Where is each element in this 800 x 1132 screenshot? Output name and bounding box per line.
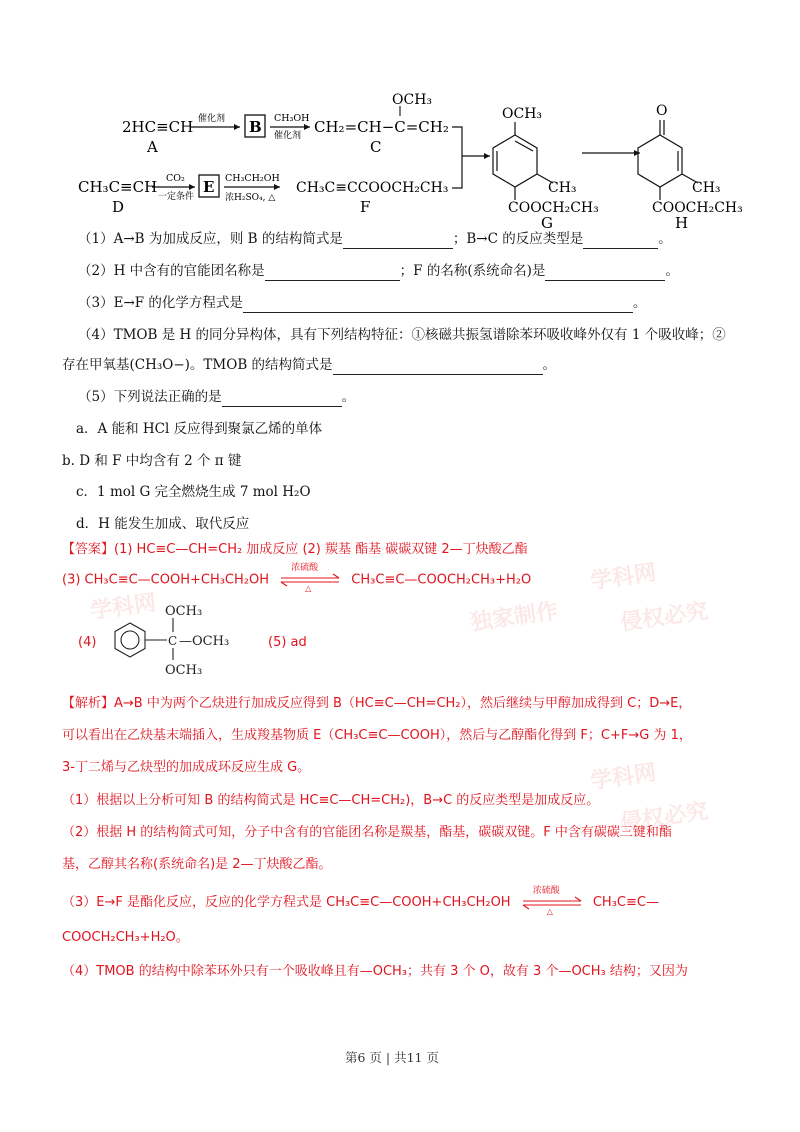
equilibrium-arrow — [521, 885, 583, 916]
label-g: G — [541, 214, 553, 230]
answer-blank[interactable] — [545, 266, 665, 281]
answer-blank[interactable] — [583, 234, 658, 249]
answer-blank[interactable] — [243, 298, 633, 313]
answer-line-3 — [62, 563, 532, 593]
option-a: a．A 能和 HCl 反应得到聚氯乙烯的单体 — [76, 421, 323, 437]
h-methyl: CH₃ — [692, 180, 721, 196]
page-footer: 第6 页 | 共11 页 — [345, 1050, 439, 1065]
compound-g-structure — [493, 122, 553, 200]
ans3-right: CH₃C≡C—COOCH₂CH₃+H₂O — [351, 572, 532, 588]
option-d: d．H 能发生加成、取代反应 — [76, 516, 250, 532]
analysis-p9: （4）TMOB 的结构中除苯环外只有一个吸收峰且有—OCH₃；共有 3 个 O，故有 3 个—OCH₃ 结构；又因为 — [62, 964, 688, 979]
q4-text-b: 。 — [542, 357, 557, 373]
row1-reactant: 2HC≡CH — [122, 118, 194, 136]
analysis-p1: 【解析】A→B 中为两个乙炔进行加成反应得到 B（HC≡C—CH=CH₂），然后继续与甲醇加成得到 C；D→E， — [62, 696, 692, 711]
answer-blank[interactable] — [333, 360, 543, 375]
reagent-methanol: CH₃OH — [274, 113, 310, 124]
g-methyl: CH₃ — [548, 180, 577, 196]
analysis-p7-left: （3）E→F 是酯化反应，反应的化学方程式是 CH₃C≡C—COOH+CH₃CH₂OH — [62, 895, 511, 910]
answer-5: (5) ad — [268, 635, 307, 650]
compound-f-formula: CH₃C≡CCOOCH₂CH₃ — [296, 180, 449, 196]
reagent-ethanol: CH₃CH₂OH — [225, 173, 280, 184]
answer-line-1: 【答案】(1) HC≡C—CH=CH₂ 加成反应 (2) 羰基 酯基 碳碳双键 2—丁炔酸乙酯 — [62, 542, 528, 557]
compound-e-box: E — [203, 178, 215, 196]
watermark: 侵权必究 — [618, 798, 710, 836]
p7-cond: 浓硫酸 — [532, 885, 560, 896]
label-a: A — [147, 138, 158, 156]
watermark: 独家制作 — [468, 598, 560, 636]
tmob-ome-top: OCH₃ — [165, 604, 203, 619]
q2-text-c: 。 — [665, 263, 679, 279]
tmob-ome-right: —OCH₃ — [179, 634, 230, 649]
q1-text-c: 。 — [658, 231, 672, 247]
row1-catalyst: 催化剂 — [198, 114, 226, 124]
analysis-p6: 基，乙醇其名称(系统命名)是 2—丁炔酸乙酯。 — [62, 857, 332, 872]
q3-text-a: （3）E→F 的化学方程式是 — [78, 295, 243, 311]
equilibrium-arrow — [279, 563, 341, 593]
h-ester: COOCH₂CH₃ — [652, 200, 743, 216]
reagent-h2so4: 浓H₂SO₄, △ — [225, 193, 276, 203]
q5-text-a: （5）下列说法正确的是 — [78, 389, 222, 405]
question-4-line2 — [62, 355, 556, 375]
analysis-p5: （2）根据 H 的结构简式可知，分子中含有的官能团名称是羰基，酯基，碳碳双键。F 中含有碳碳三键和酯 — [62, 825, 672, 840]
label-c: C — [370, 138, 382, 156]
option-b: b. D 和 F 中均含有 2 个 π 键 — [62, 453, 242, 469]
q4-text-a: 存在甲氧基(CH₃O−)。TMOB 的结构简式是 — [62, 357, 333, 373]
h-carbonyl-o: O — [656, 103, 668, 119]
question-1 — [78, 229, 672, 249]
reaction-scheme — [70, 90, 750, 230]
g-ester: COOCH₂CH₃ — [508, 200, 599, 216]
compound-b-box: B — [249, 118, 262, 136]
label-f: F — [360, 198, 371, 216]
analysis-p4: （1）根据以上分析可知 B 的结构简式是 HC≡C—CH=CH₂)，B→C 的反应类型是加成反应。 — [62, 793, 600, 808]
watermark: 侵权必究 — [618, 598, 710, 636]
tmob-ome-bottom: OCH₃ — [165, 663, 203, 678]
condition-1: 一定条件 — [158, 192, 195, 202]
watermark: 学科网 — [588, 760, 658, 795]
reagent-co2: CO₂ — [166, 173, 185, 184]
question-3 — [78, 293, 646, 313]
ans3-left: (3) CH₃C≡C—COOH+CH₃CH₂OH — [62, 572, 270, 588]
question-4-line1: （4）TMOB 是 H 的同分异构体，具有下列结构特征：①核磁共振氢谱除苯环吸收峰外仅有 1 个吸收峰；② — [78, 327, 726, 343]
question-5 — [78, 387, 355, 407]
compound-h-structure — [638, 120, 698, 200]
q2-text-b: ；F 的名称(系统命名)是 — [399, 263, 546, 279]
analysis-p2: 可以看出在乙炔基末端插入，生成羧基物质 E（CH₃C≡C—COOH），然后与乙醇酯化得到 F；C+F→G 为 1， — [62, 728, 692, 743]
p7-delta: △ — [546, 906, 553, 916]
label-d: D — [112, 198, 125, 216]
watermark: 学科网 — [88, 590, 158, 625]
g-methoxy: OCH₃ — [502, 106, 543, 122]
compound-c-formula: CH₂=CH−C=CH₂ — [314, 118, 449, 136]
watermark: 学科网 — [588, 560, 658, 595]
analysis-p7-right: CH₃C≡C— — [592, 895, 659, 910]
option-c: c．1 mol G 完全燃烧生成 7 mol H₂O — [76, 484, 311, 500]
q1-text-b: ；B→C 的反应类型是 — [452, 231, 584, 247]
row2-reactant: CH₃C≡CH — [78, 178, 158, 196]
answer-blank[interactable] — [265, 266, 400, 281]
q3-text-b: 。 — [632, 295, 647, 311]
answer-blank[interactable] — [343, 234, 453, 249]
analysis-p3: 3-丁二烯与乙炔型的加成成环反应生成 G。 — [62, 760, 311, 775]
answer-4-label: (4) — [78, 635, 97, 650]
tmob-structure — [105, 600, 245, 680]
compound-c-substituent: OCH₃ — [392, 92, 433, 108]
reagent-catalyst: 催化剂 — [274, 131, 302, 141]
answer-blank[interactable] — [222, 392, 342, 407]
label-h: H — [675, 214, 689, 230]
analysis-p7 — [62, 885, 659, 916]
ans3-delta: △ — [305, 584, 312, 593]
analysis-p8: COOCH₂CH₃+H₂O。 — [62, 930, 189, 945]
q1-text-a: （1）A→B 为加成反应，则 B 的结构简式是 — [78, 231, 343, 247]
q5-text-b: 。 — [341, 389, 356, 405]
question-2 — [78, 261, 679, 281]
tmob-c: C — [168, 634, 178, 648]
q2-text-a: （2）H 中含有的官能团名称是 — [78, 263, 265, 279]
ans3-cond: 浓硫酸 — [291, 563, 319, 573]
